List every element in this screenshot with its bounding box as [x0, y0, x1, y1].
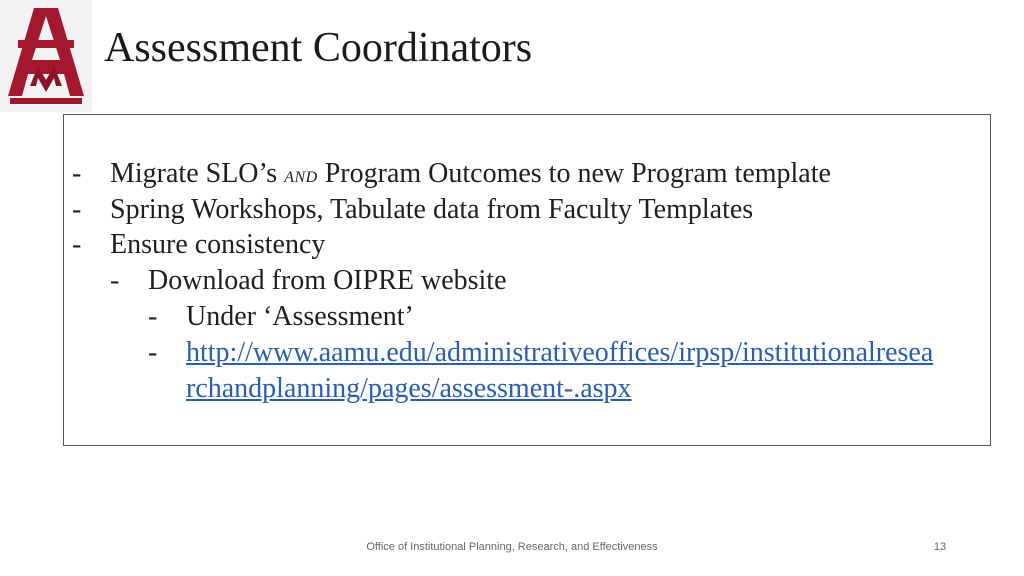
assessment-link[interactable]: http://www.aamu.edu/administrativeoffices/irpsp/institutionalresea	[186, 337, 934, 368]
bullet-dash: -	[148, 337, 158, 368]
aamu-logo-icon	[0, 0, 92, 112]
slide-footer: Office of Institutional Planning, Research, and Effectiveness	[366, 541, 658, 553]
university-logo	[0, 0, 92, 112]
bullet-text: Migrate SLO’s	[110, 158, 285, 189]
bullet-ensure-consistency: Ensure consistency	[110, 229, 326, 260]
bullet-dash: -	[110, 265, 120, 296]
slide-title: Assessment Coordinators	[104, 25, 533, 71]
bullet-under-assessment: Under ‘Assessment’	[186, 301, 414, 332]
bullet-dash: -	[72, 158, 82, 189]
bullet-migrate-slo	[110, 157, 831, 195]
bullet-dash: -	[72, 194, 82, 225]
page-number: 13	[933, 541, 947, 553]
assessment-link-line2[interactable]	[186, 372, 632, 406]
assessment-link-continued[interactable]: rchandplanning/pages/assessment-.aspx	[186, 373, 632, 404]
bullet-text: Program Outcomes to new Program template	[317, 158, 831, 189]
bullet-dash: -	[72, 229, 82, 260]
bullet-download-oipre: Download from OIPRE website	[148, 265, 507, 296]
content-box	[63, 114, 991, 446]
bullet-dash: -	[148, 301, 158, 332]
assessment-link-line1[interactable]	[186, 336, 933, 370]
bullet-spring-workshops: Spring Workshops, Tabulate data from Faculty Templates	[110, 194, 754, 225]
and-word: AND	[284, 169, 318, 186]
